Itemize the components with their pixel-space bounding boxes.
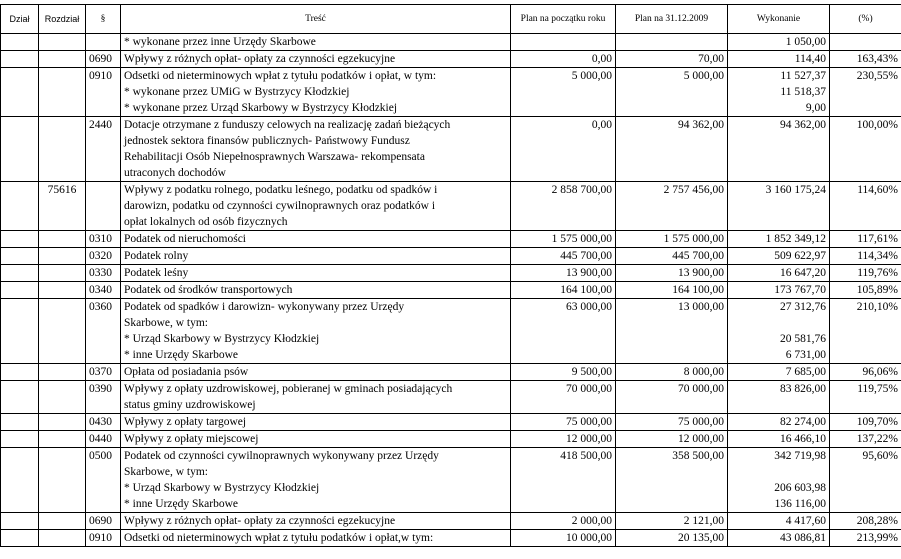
table-row: [1, 299, 901, 364]
dzial-cell: [1, 448, 39, 513]
rozdzial-cell: [39, 117, 86, 182]
rozdzial-cell: [39, 364, 86, 381]
percent-cell: [830, 381, 901, 414]
plan-end-cell-value: [619, 315, 724, 331]
plan-end-cell: [616, 248, 728, 265]
plan-start-cell-value: [514, 100, 612, 116]
percent-cell-value: 114,60%: [857, 184, 898, 196]
percent-cell-value: 119,76%: [857, 267, 898, 279]
percent-cell-value: 230,55%: [856, 70, 898, 82]
dzial-cell: [1, 414, 39, 431]
rozdzial-cell: [39, 513, 86, 530]
plan-start-cell-value: 10 000,00: [566, 532, 612, 544]
plan-start-cell: [511, 248, 616, 265]
paragraf-cell: 0500: [86, 448, 121, 513]
percent-cell: [830, 364, 901, 381]
plan-end-cell: [616, 51, 728, 68]
plan-start-cell: [511, 231, 616, 248]
tresc-line: Skarbowe, w tym:: [124, 317, 209, 329]
header-wykonanie: Wykonanie: [728, 5, 830, 34]
plan-end-cell-value: 2 121,00: [683, 515, 724, 527]
percent-cell-value: 163,43%: [856, 53, 898, 65]
plan-start-cell: [511, 51, 616, 68]
table-row: [1, 513, 901, 530]
plan-start-cell: [511, 431, 616, 448]
tresc-line: * Urząd Skarbowy w Bystrzycy Kłodzkiej: [124, 333, 320, 345]
wykonanie-cell-value: 509 622,97: [774, 250, 826, 262]
wykonanie-cell: [728, 231, 830, 248]
paragraf-cell: 0320: [86, 248, 121, 265]
dzial-cell: [1, 34, 39, 51]
percent-cell: [830, 299, 901, 364]
plan-start-cell-value: 0,00: [591, 53, 612, 65]
plan-end-cell-value: 2 757 456,00: [663, 184, 724, 196]
tresc-line: jednostek sektora finansów publicznych- Państwowy Fundusz: [124, 135, 410, 147]
plan-start-cell-value: 9 500,00: [571, 366, 612, 378]
plan-end-cell: [616, 265, 728, 282]
tresc-cell: [121, 448, 511, 513]
plan-start-cell-value: 63 000,00: [566, 301, 612, 313]
wykonanie-cell-value: 11 527,37: [780, 70, 826, 82]
plan-start-cell-value: 13 900,00: [566, 267, 612, 279]
tresc-cell: [121, 34, 511, 51]
tresc-line: Odsetki od nieterminowych wpłat z tytułu podatków i opłat, w tym:: [124, 70, 437, 82]
percent-cell-value: [833, 331, 898, 347]
paragraf-cell: 0340: [86, 282, 121, 299]
wykonanie-cell: [728, 182, 830, 231]
dzial-cell: [1, 530, 39, 547]
plan-end-cell-value: [619, 464, 724, 480]
plan-start-cell: [511, 513, 616, 530]
header-plan-start: Plan na początku roku: [511, 5, 616, 34]
table-row: [1, 117, 901, 182]
plan-start-cell-value: 418 500,00: [560, 450, 612, 462]
plan-end-cell-value: 1 575 000,00: [663, 233, 724, 245]
plan-end-cell: [616, 414, 728, 431]
wykonanie-cell-value: 83 826,00: [780, 383, 826, 395]
rozdzial-cell: [39, 248, 86, 265]
plan-end-cell-value: 358 500,00: [672, 450, 724, 462]
wykonanie-cell: [728, 364, 830, 381]
plan-end-cell-value: [619, 496, 724, 512]
percent-cell: [830, 448, 901, 513]
header-row: [1, 5, 901, 34]
percent-cell: [830, 68, 901, 117]
percent-cell: [830, 51, 901, 68]
percent-cell-value: 210,10%: [856, 301, 898, 313]
rozdzial-cell: [39, 530, 86, 547]
plan-end-cell-value: [619, 480, 724, 496]
header-dzial: Dział: [1, 5, 39, 34]
plan-start-cell: [511, 299, 616, 364]
paragraf-cell: 0310: [86, 231, 121, 248]
tresc-line: Opłata od posiadania psów: [124, 366, 249, 378]
tresc-line: Podatek od środków transportowych: [124, 284, 293, 296]
percent-cell-value: 109,70%: [856, 416, 898, 428]
dzial-cell: [1, 68, 39, 117]
plan-end-cell-value: 70,00: [698, 53, 724, 65]
percent-cell: [830, 231, 901, 248]
paragraf-cell: [86, 182, 121, 231]
tresc-line: Wpływy z różnych opłat- opłaty za czynności egzekucyjne: [124, 515, 396, 527]
plan-end-cell-value: [619, 100, 724, 116]
paragraf-cell: 0910: [86, 530, 121, 547]
wykonanie-cell-value: 16 466,10: [780, 433, 826, 445]
wykonanie-cell: [728, 530, 830, 547]
wykonanie-cell-value: 3 160 175,24: [765, 184, 826, 196]
plan-end-cell-value: [619, 347, 724, 363]
plan-end-cell-value: [619, 331, 724, 347]
plan-end-cell: [616, 448, 728, 513]
plan-start-cell: [511, 364, 616, 381]
tresc-line: Podatek leśny: [124, 267, 189, 279]
tresc-line: * inne Urzędy Skarbowe: [124, 349, 239, 361]
plan-start-cell-value: 0,00: [591, 119, 612, 131]
percent-cell: [830, 431, 901, 448]
percent-cell-value: 137,22%: [856, 433, 898, 445]
tresc-line: * wykonane przez inne Urzędy Skarbowe: [124, 36, 316, 48]
plan-start-cell-value: 1 575 000,00: [551, 233, 612, 245]
tresc-line: Podatek od czynności cywilnoprawnych wykonywany przez Urzędy: [124, 450, 439, 462]
tresc-line: Podatek od nieruchomości: [124, 233, 247, 245]
tresc-line: Wpływy z opłaty uzdrowiskowej, pobieranej w gminach posiadających: [124, 383, 453, 395]
wykonanie-cell-value: 173 767,70: [774, 284, 826, 296]
plan-end-cell: [616, 231, 728, 248]
tresc-cell: [121, 381, 511, 414]
table-row: [1, 431, 901, 448]
percent-cell: [830, 248, 901, 265]
wykonanie-cell-value: 6 731,00: [785, 349, 826, 361]
header-paragraf: §: [86, 5, 121, 34]
plan-start-cell-value: [514, 331, 612, 347]
plan-start-cell: [511, 182, 616, 231]
rozdzial-cell: [39, 231, 86, 248]
wykonanie-cell-value: 27 312,76: [780, 301, 826, 313]
plan-end-cell: [616, 182, 728, 231]
wykonanie-cell: [728, 513, 830, 530]
dzial-cell: [1, 265, 39, 282]
table-row: [1, 231, 901, 248]
paragraf-cell: [86, 34, 121, 51]
plan-start-cell: [511, 282, 616, 299]
tresc-line: * Urząd Skarbowy w Bystrzycy Kłodzkiej: [124, 482, 320, 494]
dzial-cell: [1, 431, 39, 448]
wykonanie-cell-value: 11 518,37: [780, 86, 826, 98]
wykonanie-cell: [728, 414, 830, 431]
wykonanie-cell: [728, 265, 830, 282]
percent-cell-value: [833, 496, 898, 512]
rozdzial-cell: [39, 299, 86, 364]
paragraf-cell: 0440: [86, 431, 121, 448]
paragraf-cell: 0690: [86, 513, 121, 530]
table-row: [1, 248, 901, 265]
wykonanie-cell-value: 43 086,81: [780, 532, 826, 544]
plan-end-cell-value: 20 135,00: [678, 532, 724, 544]
tresc-line: Odsetki od nieterminowych wpłat z tytułu podatków i opłat,w tym:: [124, 532, 434, 544]
tresc-cell: [121, 265, 511, 282]
plan-start-cell-value: [514, 496, 612, 512]
paragraf-cell: 0390: [86, 381, 121, 414]
wykonanie-cell: [728, 68, 830, 117]
tresc-line: Rehabilitacji Osób Niepełnosprawnych Warszawa- rekompensata: [124, 151, 425, 163]
budget-table: [0, 4, 901, 547]
plan-start-cell: [511, 34, 616, 51]
wykonanie-cell-value: 114,40: [794, 53, 826, 65]
percent-cell: [830, 182, 901, 231]
table-row: [1, 68, 901, 117]
plan-start-cell-value: 75 000,00: [566, 416, 612, 428]
plan-start-cell-value: 5 000,00: [571, 70, 612, 82]
percent-cell: [830, 282, 901, 299]
plan-end-cell-value: [619, 84, 724, 100]
dzial-cell: [1, 231, 39, 248]
rozdzial-cell: [39, 414, 86, 431]
wykonanie-cell-value: 7 685,00: [785, 366, 826, 378]
plan-start-cell-value: 445 700,00: [560, 250, 612, 262]
rozdzial-cell: [39, 51, 86, 68]
tresc-cell: [121, 68, 511, 117]
tresc-line: Podatek od spadków i darowizn- wykonywany przez Urzędy: [124, 301, 405, 313]
rozdzial-cell: 75616: [39, 182, 86, 231]
percent-cell: [830, 265, 901, 282]
table-body: [1, 34, 901, 547]
wykonanie-cell: [728, 282, 830, 299]
paragraf-cell: 0430: [86, 414, 121, 431]
wykonanie-cell: [728, 117, 830, 182]
wykonanie-cell: [728, 34, 830, 51]
table-row: [1, 448, 901, 513]
wykonanie-cell: [728, 381, 830, 414]
wykonanie-cell-value: 1 050,00: [785, 36, 826, 48]
percent-cell-value: [833, 34, 898, 50]
percent-cell-value: [833, 347, 898, 363]
rozdzial-cell: [39, 265, 86, 282]
plan-end-cell-value: 164 100,00: [672, 284, 724, 296]
plan-end-cell-value: 13 000,00: [678, 301, 724, 313]
plan-end-cell: [616, 68, 728, 117]
tresc-cell: [121, 117, 511, 182]
tresc-cell: [121, 414, 511, 431]
percent-cell-value: 114,34%: [857, 250, 898, 262]
rozdzial-cell: [39, 448, 86, 513]
tresc-line: * wykonane przez UMiG w Bystrzycy Kłodzkiej: [124, 86, 350, 98]
table-row: [1, 381, 901, 414]
paragraf-cell: 0370: [86, 364, 121, 381]
rozdzial-cell: [39, 431, 86, 448]
tresc-cell: [121, 364, 511, 381]
plan-start-cell: [511, 530, 616, 547]
rozdzial-cell: [39, 68, 86, 117]
header-rozdzial: Rozdział: [39, 5, 86, 34]
percent-cell: [830, 530, 901, 547]
plan-end-cell-value: 75 000,00: [678, 416, 724, 428]
paragraf-cell: 2440: [86, 117, 121, 182]
tresc-line: opłat lokalnych od osób fizycznych: [124, 216, 288, 228]
dzial-cell: [1, 282, 39, 299]
wykonanie-cell: [728, 448, 830, 513]
header-plan-end: Plan na 31.12.2009: [616, 5, 728, 34]
percent-cell-value: 213,99%: [856, 532, 898, 544]
paragraf-cell: 0690: [86, 51, 121, 68]
plan-start-cell: [511, 414, 616, 431]
percent-cell-value: [833, 84, 898, 100]
percent-cell-value: 105,89%: [856, 284, 898, 296]
tresc-line: * inne Urzędy Skarbowe: [124, 498, 239, 510]
rozdzial-cell: [39, 34, 86, 51]
plan-end-cell: [616, 364, 728, 381]
plan-start-cell-value: 12 000,00: [566, 433, 612, 445]
plan-start-cell-value: 2 858 700,00: [551, 184, 612, 196]
percent-cell-value: 95,60%: [862, 450, 898, 462]
table-row: [1, 265, 901, 282]
dzial-cell: [1, 364, 39, 381]
plan-end-cell: [616, 299, 728, 364]
plan-start-cell-value: 164 100,00: [560, 284, 612, 296]
dzial-cell: [1, 182, 39, 231]
plan-start-cell-value: 2 000,00: [571, 515, 612, 527]
percent-cell: [830, 513, 901, 530]
wykonanie-cell-value: 82 274,00: [780, 416, 826, 428]
wykonanie-cell-value: 20 581,76: [780, 333, 826, 345]
dzial-cell: [1, 117, 39, 182]
plan-end-cell-value: 5 000,00: [683, 70, 724, 82]
wykonanie-cell-value: [731, 315, 826, 331]
paragraf-cell: 0910: [86, 68, 121, 117]
plan-start-cell: [511, 265, 616, 282]
tresc-line: utraconych dochodów: [124, 167, 226, 179]
plan-end-cell-value: 445 700,00: [672, 250, 724, 262]
wykonanie-cell-value: 16 647,20: [780, 267, 826, 279]
tresc-line: Podatek rolny: [124, 250, 189, 262]
tresc-line: Wpływy z opłaty miejscowej: [124, 433, 259, 445]
wykonanie-cell-value: 1 852 349,12: [765, 233, 826, 245]
plan-start-cell: [511, 117, 616, 182]
rozdzial-cell: [39, 381, 86, 414]
percent-cell: [830, 414, 901, 431]
wykonanie-cell: [728, 248, 830, 265]
header-tresc: Treść: [121, 5, 511, 34]
plan-end-cell: [616, 530, 728, 547]
wykonanie-cell-value: 4 417,60: [785, 515, 826, 527]
percent-cell-value: 96,06%: [862, 366, 898, 378]
plan-start-cell-value: [514, 315, 612, 331]
wykonanie-cell-value: 94 362,00: [780, 119, 826, 131]
paragraf-cell: 0360: [86, 299, 121, 364]
dzial-cell: [1, 299, 39, 364]
plan-end-cell: [616, 431, 728, 448]
dzial-cell: [1, 248, 39, 265]
plan-end-cell: [616, 381, 728, 414]
wykonanie-cell-value: 342 719,98: [774, 450, 826, 462]
plan-end-cell: [616, 117, 728, 182]
table-row: [1, 530, 901, 547]
plan-start-cell-value: [514, 84, 612, 100]
tresc-line: Skarbowe, w tym:: [124, 466, 209, 478]
plan-end-cell: [616, 282, 728, 299]
plan-start-cell-value: 70 000,00: [566, 383, 612, 395]
table-row: [1, 282, 901, 299]
tresc-cell: [121, 182, 511, 231]
plan-end-cell-value: 12 000,00: [678, 433, 724, 445]
percent-cell-value: 100,00%: [856, 119, 898, 131]
plan-end-cell-value: 94 362,00: [678, 119, 724, 131]
wykonanie-cell-value: [731, 464, 826, 480]
percent-cell-value: 117,61%: [857, 233, 898, 245]
table-row: [1, 364, 901, 381]
tresc-line: * wykonane przez Urząd Skarbowy w Bystrzycy Kłodzkiej: [124, 102, 398, 114]
tresc-cell: [121, 51, 511, 68]
plan-start-cell: [511, 381, 616, 414]
rozdzial-cell: [39, 282, 86, 299]
wykonanie-cell-value: 206 603,98: [774, 482, 826, 494]
dzial-cell: [1, 51, 39, 68]
wykonanie-cell-value: 136 116,00: [774, 498, 826, 510]
plan-end-cell-value: 13 900,00: [678, 267, 724, 279]
tresc-cell: [121, 248, 511, 265]
tresc-line: Wpływy z podatku rolnego, podatku leśnego, podatku od spadków i: [124, 184, 438, 196]
plan-start-cell-value: [514, 480, 612, 496]
plan-end-cell: [616, 34, 728, 51]
tresc-line: Dotacje otrzymane z funduszy celowych na realizację zadań bieżących: [124, 119, 451, 131]
plan-start-cell-value: [514, 347, 612, 363]
percent-cell-value: [833, 464, 898, 480]
plan-end-cell-value: [619, 34, 724, 50]
tresc-line: Wpływy z różnych opłat- opłaty za czynności egzekucyjne: [124, 53, 396, 65]
plan-end-cell: [616, 513, 728, 530]
wykonanie-cell: [728, 431, 830, 448]
table-row: [1, 34, 901, 51]
plan-start-cell-value: [514, 34, 612, 50]
tresc-line: darowizn, podatku od czynności cywilnoprawnych oraz podatków i: [124, 200, 436, 212]
header-procent: (%): [830, 5, 901, 34]
tresc-line: status gminy uzdrowiskowej: [124, 399, 256, 411]
percent-cell-value: [833, 480, 898, 496]
table-row: [1, 182, 901, 231]
wykonanie-cell-value: 9,00: [805, 102, 826, 114]
wykonanie-cell: [728, 51, 830, 68]
percent-cell-value: [833, 315, 898, 331]
percent-cell: [830, 117, 901, 182]
percent-cell-value: 119,75%: [857, 383, 898, 395]
tresc-cell: [121, 299, 511, 364]
wykonanie-cell: [728, 299, 830, 364]
tresc-cell: [121, 513, 511, 530]
plan-start-cell: [511, 68, 616, 117]
plan-start-cell-value: [514, 464, 612, 480]
tresc-line: Wpływy z opłaty targowej: [124, 416, 247, 428]
percent-cell-value: 208,28%: [856, 515, 898, 527]
tresc-cell: [121, 231, 511, 248]
paragraf-cell: 0330: [86, 265, 121, 282]
plan-end-cell-value: 70 000,00: [678, 383, 724, 395]
tresc-cell: [121, 530, 511, 547]
plan-start-cell: [511, 448, 616, 513]
table-row: [1, 51, 901, 68]
percent-cell: [830, 34, 901, 51]
percent-cell-value: [833, 100, 898, 116]
tresc-cell: [121, 431, 511, 448]
dzial-cell: [1, 381, 39, 414]
table-row: [1, 414, 901, 431]
plan-end-cell-value: 8 000,00: [683, 366, 724, 378]
dzial-cell: [1, 513, 39, 530]
tresc-cell: [121, 282, 511, 299]
